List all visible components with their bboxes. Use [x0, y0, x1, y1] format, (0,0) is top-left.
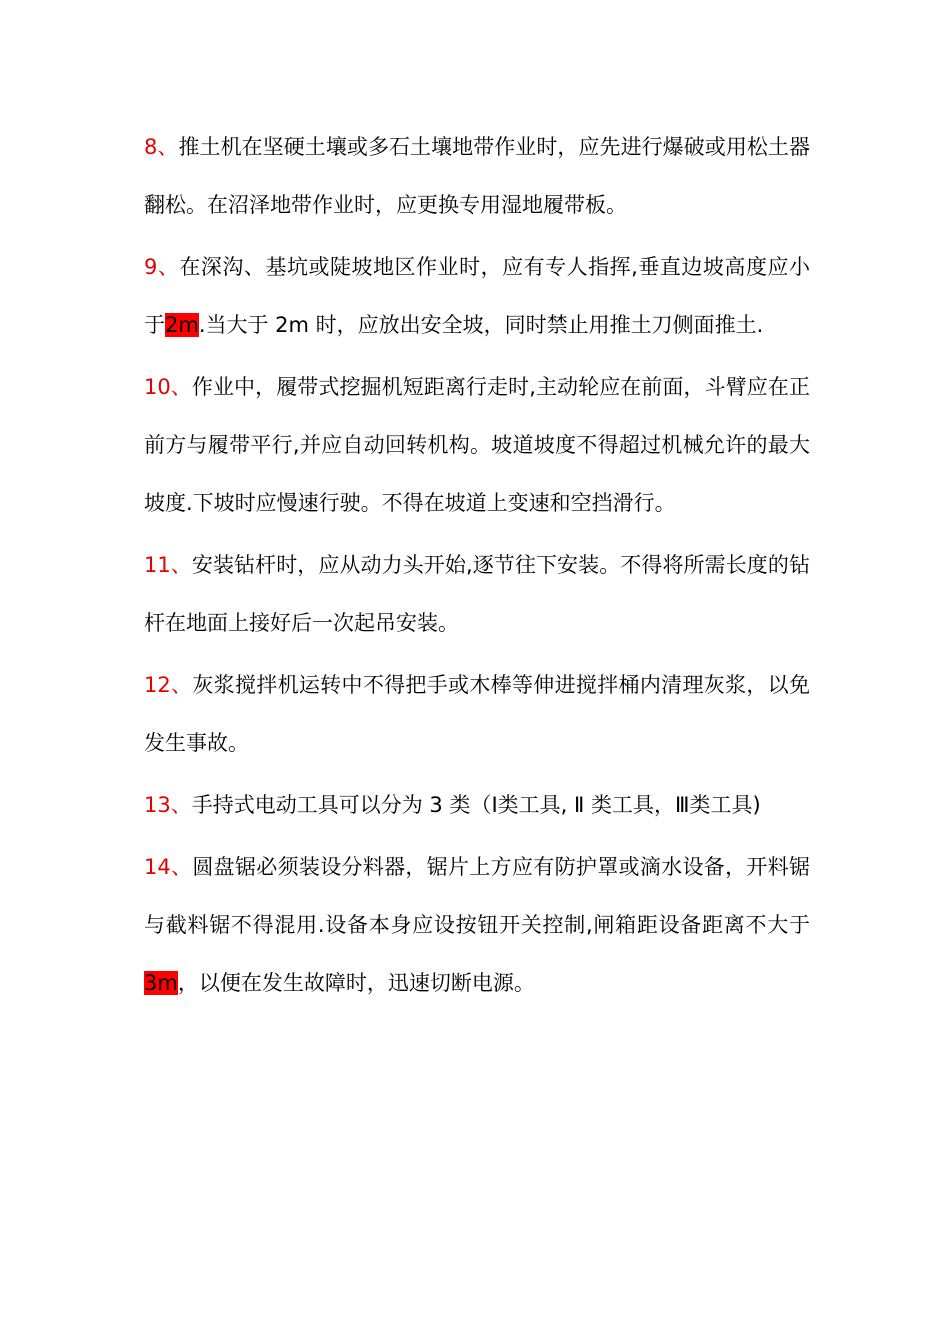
highlighted-value: 2m	[165, 313, 199, 337]
list-item-13	[144, 776, 810, 834]
item-number: 8、	[144, 135, 179, 159]
item-text: 安装钻杆时，应从动力头开始,逐节往下安装。不得将所需长度的钻杆在地面上接好后一次起吊安装。	[144, 553, 810, 635]
item-text: 在深沟、基坑或陡坡地区作业时，应有专人指挥,垂直边坡高度应小于	[144, 255, 810, 337]
list-item-14	[144, 838, 810, 1012]
item-text: 灰浆搅拌机运转中不得把手或木棒等伸进搅拌桶内清理灰浆，以免发生事故。	[144, 673, 810, 755]
item-text: .当大于 2m 时，应放出安全坡，同时禁止用推土刀侧面推土.	[198, 313, 764, 337]
list-item-12	[144, 656, 810, 772]
highlighted-value: 3m	[144, 971, 178, 995]
item-text: ，以便在发生故障时，迅速切断电源。	[177, 971, 535, 995]
list-item-11	[144, 536, 810, 652]
list-item-8	[144, 118, 810, 234]
document-page	[144, 118, 810, 1016]
item-text: 作业中，履带式挖掘机短距离行走时,主动轮应在前面，斗臂应在正前方与履带平行,并应自动回转机构。坡道坡度不得超过机械允许的最大坡度.下坡时应慢速行驶。不得在坡道上变速和空挡滑行。	[144, 375, 810, 515]
item-number: 10、	[144, 375, 192, 399]
list-item-10	[144, 358, 810, 532]
item-text: 手持式电动工具可以分为 3 类（Ⅰ类工具, Ⅱ 类工具，Ⅲ类工具)	[191, 793, 761, 817]
item-text: 推土机在坚硬土壤或多石土壤地带作业时，应先进行爆破或用松土器翻松。在沼泽地带作业时，应更换专用湿地履带板。	[144, 135, 810, 217]
item-text: 圆盘锯必须装设分料器，锯片上方应有防护罩或滴水设备，开料锯与截料锯不得混用.设备本身应设按钮开关控制,闸箱距设备距离不大于	[144, 855, 810, 937]
item-number: 9、	[144, 255, 180, 279]
list-item-9	[144, 238, 810, 354]
item-number: 14、	[144, 855, 193, 879]
item-number: 11、	[144, 553, 192, 577]
item-number: 13、	[144, 793, 192, 817]
item-number: 12、	[144, 673, 193, 697]
